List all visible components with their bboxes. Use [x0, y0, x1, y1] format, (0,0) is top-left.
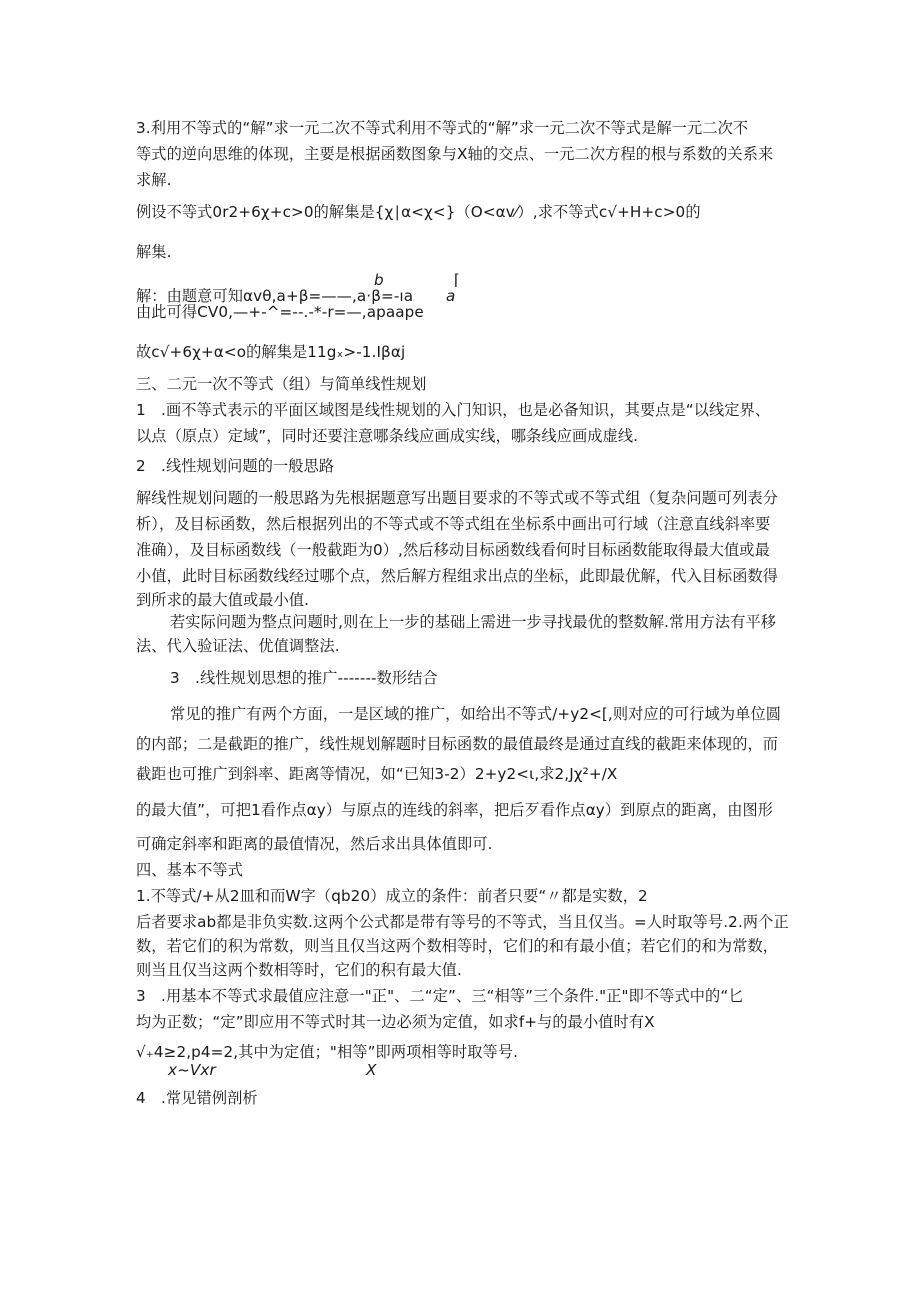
paragraph-line: 等式的逆向思维的体现，主要是根据函数图象与X轴的交点、一元二次方程的根与系数的关系来 [136, 145, 774, 163]
paragraph-line: 准确），及目标函数线（一般截距为0）,然后移动目标函数线看何时目标函数能取得最大值或最 [136, 541, 770, 559]
paragraph-line: 3.利用不等式的“解”求一元二次不等式利用不等式的“解”求一元二次不等式是解一元二次不 [136, 119, 749, 137]
paragraph-line: 截距也可推广到斜率、距离等情况，如“已知3-2）2+y2<ι,求2,Jχ²+/X [136, 765, 618, 783]
subsection-heading: 2 .线性规划问题的一般思路 [136, 457, 335, 475]
paragraph-line: 求解. [136, 171, 172, 189]
paragraph-line: 3 .用基本不等式求最值应注意一"正"、二“定”、三“相等”三个条件."正"即不等式中的“匕 [136, 987, 744, 1005]
paragraph-line: 的最大值”，可把1看作点αy）与原点的连线的斜率，把后歹看作点αy）到原点的距离，由图形 [136, 801, 774, 819]
paragraph-line: 常见的推广有两个方面，一是区域的推广，如给出不等式/+y2<[,则对应的可行域为单位圆 [170, 705, 782, 723]
formula-fragment: X [366, 1061, 377, 1079]
formula-fragment: a [446, 287, 456, 305]
formula-fragment: ⌈ [454, 271, 461, 289]
paragraph-line: 均为正数；“定”即应用不等式时其一边必须为定值，如求f+与的最小值时有X [136, 1013, 655, 1031]
subsection-heading: 4 .常见错例剖析 [136, 1089, 258, 1107]
paragraph-line: 若实际问题为整点问题时,则在上一步的基础上需进一步寻找最优的整数解.常用方法有平移 [170, 613, 777, 631]
paragraph-line: 解线性规划问题的一般思路为先根据题意写出题目要求的不等式或不等式组（复杂问题可列表分 [136, 489, 779, 507]
paragraph-line: 法、代入验证法、优值调整法. [136, 637, 340, 655]
paragraph-line: 数，若它们的积为常数，则当且仅当这两个数相等时，它们的和有最小值；若它们的和为常数， [136, 937, 779, 955]
section-heading: 四、基本不等式 [136, 861, 244, 879]
paragraph-line: 以点（原点）定域”，同时还要注意哪条线应画成实线，哪条线应画成虚线. [136, 427, 639, 445]
example-line: 例设不等式0r2+6χ+c>0的解集是{χ∣α<χ<}（O<αv⁄）,求不等式c√+H+c>0的 [136, 203, 701, 221]
paragraph-line: 的内部；二是截距的推广，线性规划解题时目标函数的最值最终是通过直线的截距来体现的，而 [136, 735, 779, 753]
example-line: 解集. [136, 243, 172, 261]
solution-line: 由此可得CV0,—+-^=--.-*-r=—,apaape [136, 303, 424, 321]
paragraph-line: 小值，此时目标函数线经过哪个点，然后解方程组求出点的坐标，此即最优解，代入目标函数得 [136, 567, 779, 585]
paragraph-line: 可确定斜率和距离的最值情况，然后求出具体值即可. [136, 835, 493, 853]
paragraph-line: 1 .画不等式表示的平面区域图是线性规划的入门知识，也是必备知识，其要点是“以线定界、 [136, 401, 771, 419]
formula-fragment: b [374, 271, 384, 289]
section-heading: 三、二元一次不等式（组）与简单线性规划 [136, 375, 427, 393]
solution-line: 解：由题意可知αvθ,a+β=——,a·β=-ıa [136, 287, 414, 305]
paragraph-line: 析），及目标函数，然后根据列出的不等式或不等式组在坐标系中画出可行域（注意直线斜率要 [136, 515, 771, 533]
paragraph-line: 则当且仅当这两个数相等时，它们的积有最大值. [136, 961, 462, 979]
solution-line: 故c√+6χ+α<o的解集是11gₓ>-1.Iβαj [136, 343, 406, 361]
paragraph-line: √₊4≥2,p4=2,其中为定值；"相等”即两项相等时取等号. [136, 1043, 519, 1061]
paragraph-line: 1.不等式/+从2皿和而W字（qb20）成立的条件：前者只要“〃都是实数，2 [136, 887, 648, 905]
paragraph-line: 到所求的最大值或最小值. [136, 591, 310, 609]
formula-fragment: x~Vxr [168, 1061, 216, 1079]
subsection-heading: 3 .线性规划思想的推广-------数形结合 [170, 669, 438, 687]
paragraph-line: 后者要求ab都是非负实数.这两个公式都是带有等号的不等式，当且仅当。=人时取等号.2.两个正 [136, 913, 789, 931]
